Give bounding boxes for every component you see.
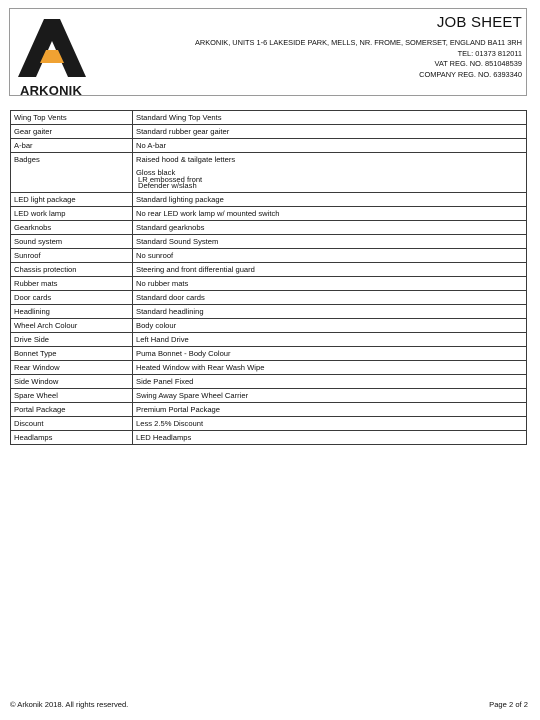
spec-value-text: Standard rubber gear gaiter [136, 127, 230, 136]
spec-value-text: Less 2.5% Discount [136, 418, 204, 428]
spec-value [133, 388, 527, 402]
spec-label: Gear gaiter [11, 125, 133, 139]
table-row [11, 125, 527, 139]
arkonik-logo-icon [16, 17, 88, 79]
spec-value [133, 206, 527, 220]
spec-label: Sunroof [11, 248, 133, 262]
spec-table [10, 110, 527, 445]
spec-label: Sound system [11, 234, 133, 248]
spec-label: Headlining [11, 304, 133, 318]
spec-value-text: Raised hood & tailgate letters [136, 155, 236, 164]
spec-value-text: Swing Away Spare Wheel Carrier [136, 390, 249, 400]
spec-value [133, 430, 527, 444]
spec-value [133, 332, 527, 346]
spec-label: Spare Wheel [11, 388, 133, 402]
spec-label: Headlamps [11, 430, 133, 444]
company-tel: TEL: 01373 812011 [457, 48, 522, 58]
spec-value [133, 318, 527, 332]
spec-value [133, 262, 527, 276]
spec-value-text: Premium Portal Package [136, 404, 220, 414]
spec-value [133, 402, 527, 416]
page-number: Page 2 of 2 [489, 700, 528, 709]
header-box [9, 8, 527, 96]
spec-label: Door cards [11, 290, 133, 304]
spec-value [133, 290, 527, 304]
company-details [195, 38, 522, 80]
table-row [11, 206, 527, 220]
table-row [11, 402, 527, 416]
spec-value-text: Body colour [136, 320, 177, 330]
table-row [11, 192, 527, 206]
spec-value-text: No rubber mats [136, 278, 189, 288]
table-row [11, 304, 527, 318]
badge-option: LR embossed front [138, 174, 203, 184]
badge-options [136, 170, 523, 190]
spec-label: Wheel Arch Colour [11, 318, 133, 332]
spec-label: Wing Top Vents [11, 111, 133, 125]
spec-value-text: LED Headlamps [136, 432, 192, 442]
table-row [11, 388, 527, 402]
table-row [11, 346, 527, 360]
spec-label: Gearknobs [11, 220, 133, 234]
spec-value [133, 111, 527, 125]
table-row [11, 139, 527, 153]
badge-option: Defender w/slash [138, 181, 197, 190]
spec-value-text: No sunroof [136, 250, 174, 260]
table-row [11, 276, 527, 290]
spec-value [133, 416, 527, 430]
table-row [11, 248, 527, 262]
arkonik-logo [16, 17, 88, 99]
spec-value [133, 248, 527, 262]
table-row [11, 360, 527, 374]
spec-value [133, 125, 527, 139]
table-row [11, 430, 527, 444]
table-row [11, 318, 527, 332]
spec-label: LED work lamp [11, 206, 133, 220]
spec-label: Chassis protection [11, 262, 133, 276]
table-row [11, 416, 527, 430]
table-row [11, 332, 527, 346]
spec-value-text: Puma Bonnet - Body Colour [136, 348, 231, 358]
spec-value-text: Standard gearknobs [136, 222, 205, 232]
table-row [11, 374, 527, 388]
spec-value-text: Standard headlining [136, 306, 204, 316]
logo-text: ARKONIK [20, 83, 83, 98]
company-address: ARKONIK, UNITS 1-6 LAKESIDE PARK, MELLS, NR. FROME, SOMERSET, ENGLAND BA11 3RH [194, 38, 522, 47]
spec-value [133, 139, 527, 153]
table-row [11, 262, 527, 276]
spec-label: Rear Window [11, 360, 133, 374]
table-row [11, 234, 527, 248]
page-title: JOB SHEET [436, 14, 522, 31]
spec-value [133, 346, 527, 360]
spec-value-text: No rear LED work lamp w/ mounted switch [136, 208, 280, 218]
company-reg: COMPANY REG. NO. 6393340 [419, 69, 522, 79]
badge-option: Gloss black [136, 168, 176, 177]
spec-label: Side Window [11, 374, 133, 388]
spec-value-text: Standard door cards [136, 292, 205, 302]
spec-value-text: Steering and front differential guard [136, 264, 255, 274]
spec-value [133, 374, 527, 388]
spec-value [133, 360, 527, 374]
spec-value-text: Left Hand Drive [136, 334, 189, 344]
table-row [11, 111, 527, 125]
table-row [11, 290, 527, 304]
spec-value [133, 304, 527, 318]
copyright: © Arkonik 2018. All rights reserved. [10, 700, 129, 709]
spec-value [133, 276, 527, 290]
spec-value-text: Standard lighting package [136, 194, 224, 204]
table-row [11, 220, 527, 234]
spec-label: Bonnet Type [11, 346, 133, 360]
spec-value [133, 153, 527, 193]
spec-label: Discount [11, 416, 133, 430]
spec-value-text: No A-bar [136, 141, 166, 150]
spec-label: Drive Side [11, 332, 133, 346]
spec-label: Rubber mats [11, 276, 133, 290]
spec-label: A-bar [11, 139, 133, 153]
spec-label: Badges [11, 153, 133, 193]
spec-value [133, 220, 527, 234]
spec-value-text: Heated Window with Rear Wash Wipe [136, 362, 265, 372]
spec-value [133, 234, 527, 248]
spec-value-text: Side Panel Fixed [136, 376, 194, 386]
spec-value [133, 192, 527, 206]
spec-value-text: Standard Wing Top Vents [136, 113, 222, 122]
spec-label: Portal Package [11, 402, 133, 416]
table-row [11, 153, 527, 193]
company-vat: VAT REG. NO. 851048539 [434, 59, 522, 68]
spec-value-text: Standard Sound System [136, 236, 219, 246]
spec-label: LED light package [11, 192, 133, 206]
